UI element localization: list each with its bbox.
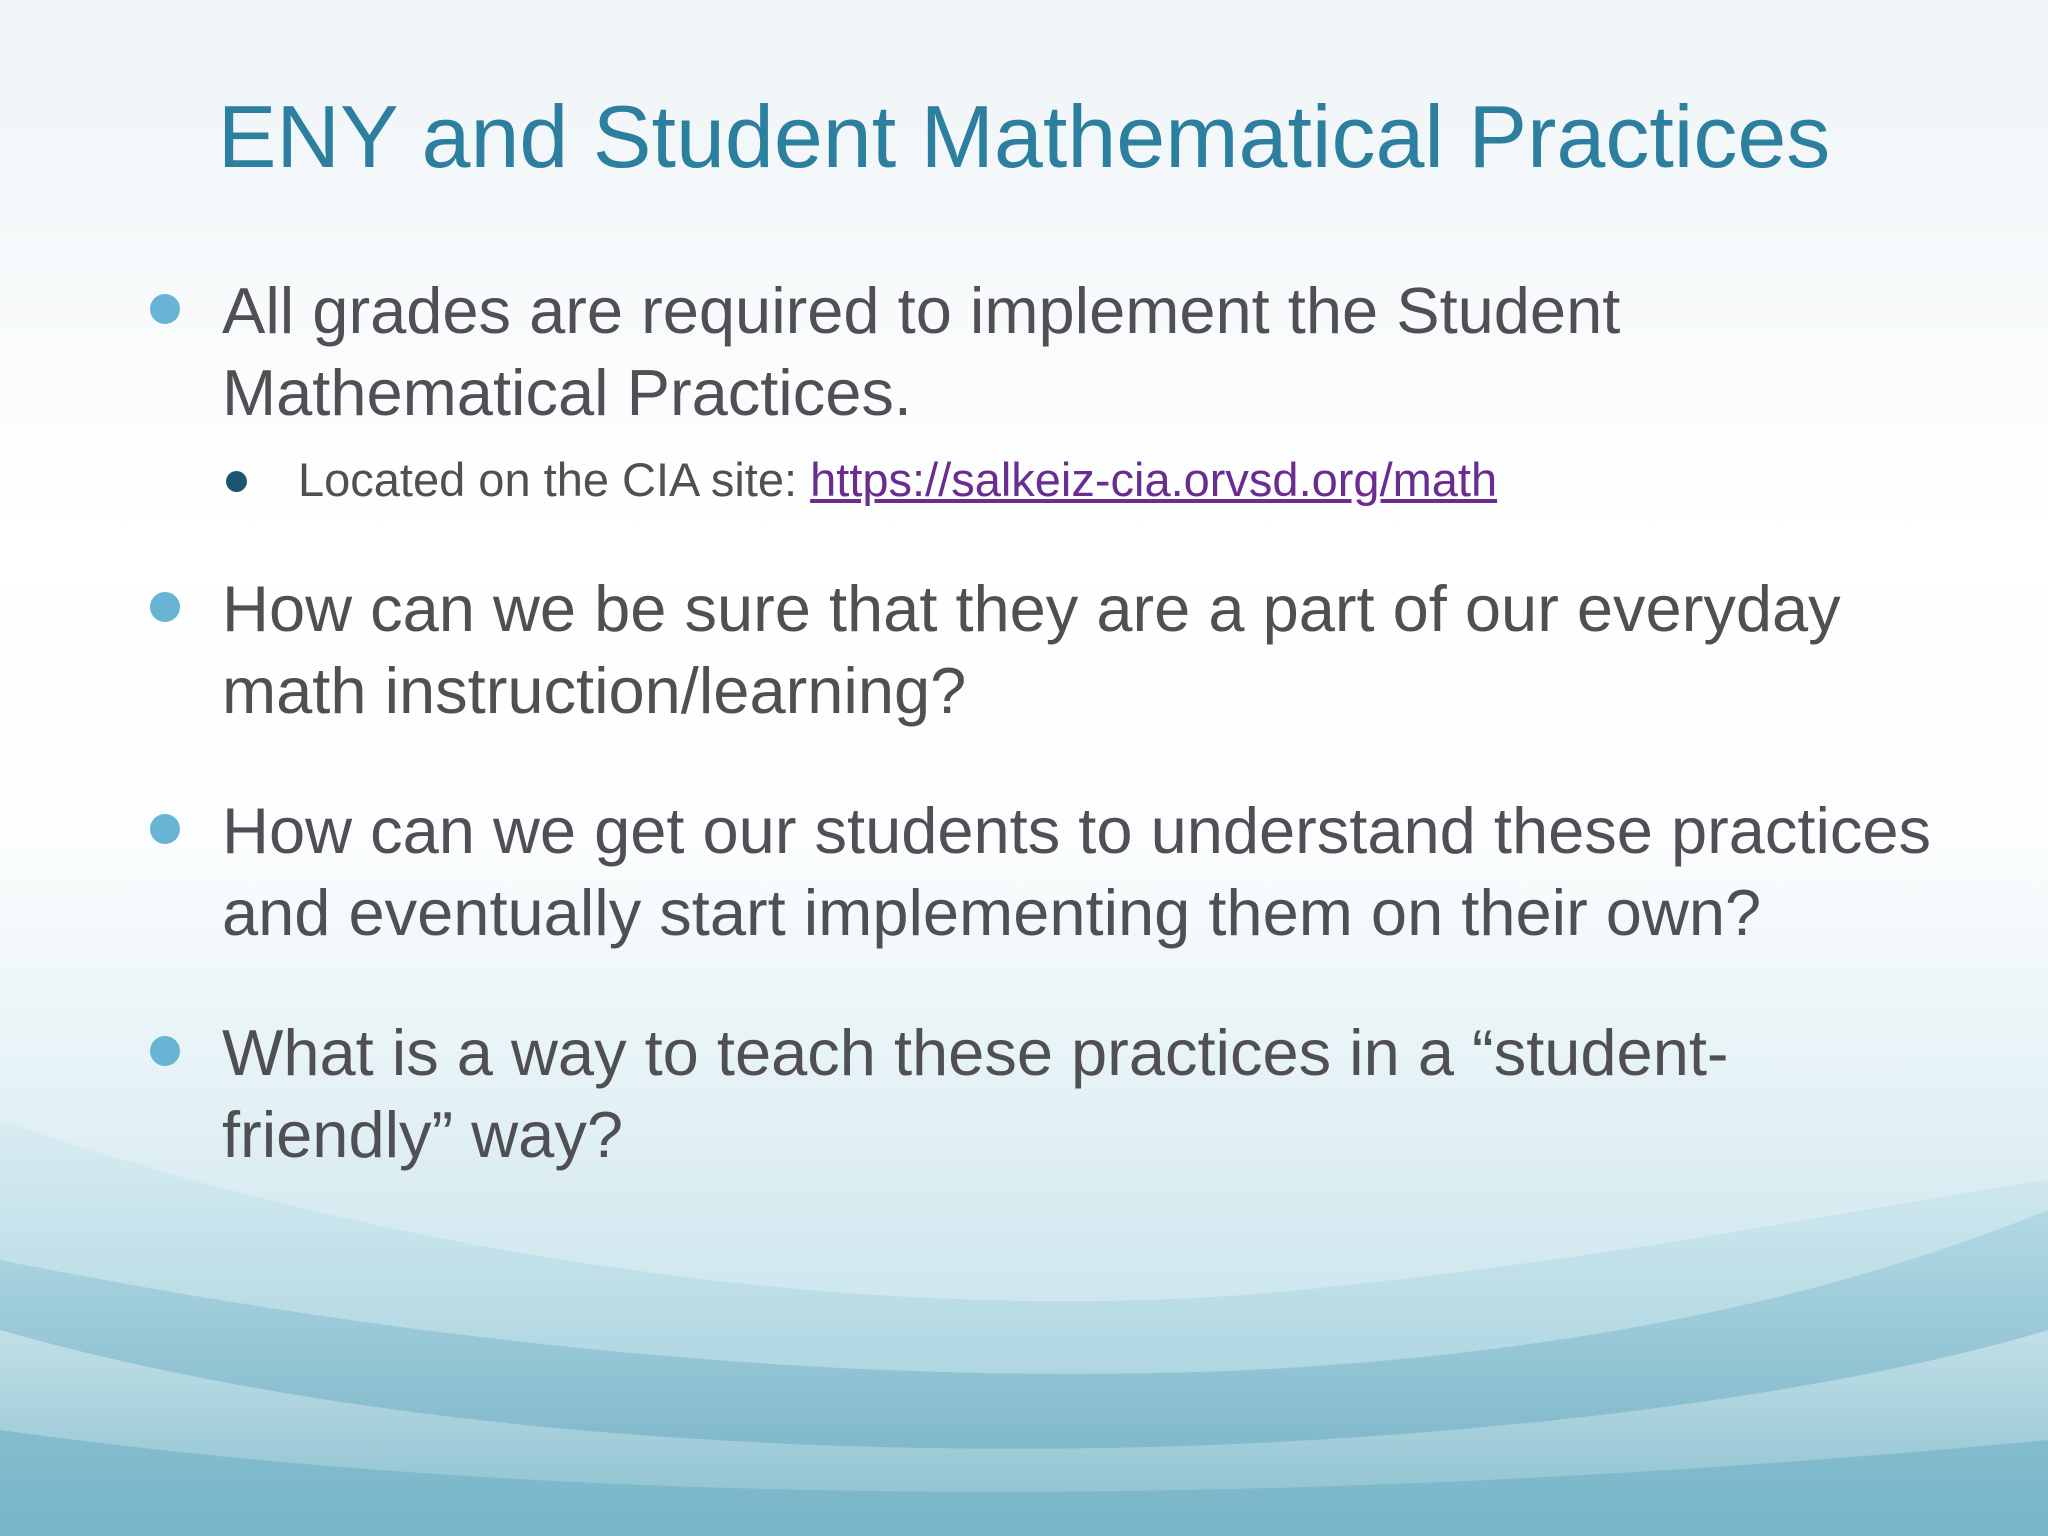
bullet-item [148, 1012, 1948, 1176]
bullet-dot-icon [150, 592, 180, 622]
bullet-item [148, 790, 1948, 954]
bullet-dot-icon [150, 294, 180, 324]
bullet-item [148, 270, 1948, 434]
bullet-text: What is a way to teach these practices in a “student-friendly” way? [222, 1016, 1729, 1171]
bullet-dot-icon [150, 1036, 180, 1066]
sub-bullet-item [148, 450, 1948, 510]
sub-bullet-text: Located on the CIA site: [298, 453, 811, 506]
bullet-list [148, 270, 1948, 1176]
bullet-text: All grades are required to implement the Student Mathematical Practices. [222, 274, 1621, 429]
bullet-text: How can we get our students to understand these practices and eventually start implementing them on their own? [222, 794, 1932, 949]
sub-bullet-dot-icon [226, 471, 247, 492]
bullet-item [148, 568, 1948, 732]
cia-site-link[interactable]: https://salkeiz-cia.orvsd.org/math [810, 453, 1498, 506]
slide-title: ENY and Student Mathematical Practices [217, 87, 1831, 186]
bullet-dot-icon [150, 814, 180, 844]
bullet-text: How can we be sure that they are a part of our everyday math instruction/learning? [222, 572, 1841, 727]
